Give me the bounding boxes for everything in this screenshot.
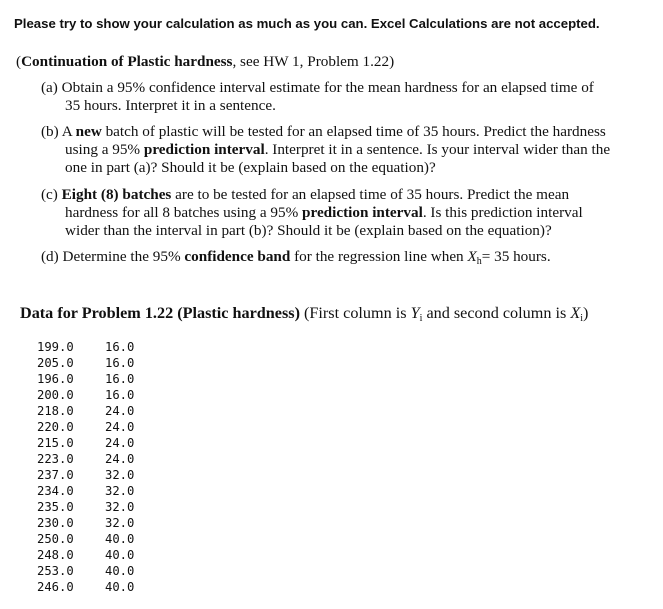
data-title-b: and second column is xyxy=(422,304,571,322)
data-cell-y: 205.0 xyxy=(37,356,74,370)
data-cell-y: 196.0 xyxy=(37,372,74,386)
data-cell-x: 24.0 xyxy=(105,452,135,466)
continuation-heading xyxy=(16,53,394,71)
part-c-line-3: wider than the interval in part (b)? Should it be (explain based on the equation)? xyxy=(65,222,552,239)
data-cell-x: 32.0 xyxy=(105,484,135,498)
data-cell-x: 40.0 xyxy=(105,580,135,594)
part-b-text-2a: using a 95% xyxy=(65,141,144,158)
data-cell-y: 223.0 xyxy=(37,452,74,466)
data-cell-y: 200.0 xyxy=(37,388,74,402)
data-cell-x: 40.0 xyxy=(105,548,135,562)
data-cell-y: 220.0 xyxy=(37,420,74,434)
data-row xyxy=(37,499,134,515)
data-cell-x: 32.0 xyxy=(105,468,135,482)
continuation-open: ( xyxy=(16,53,22,70)
part-d-text-c: = 35 hours. xyxy=(481,248,551,265)
part-b-text-1a: A xyxy=(61,123,76,140)
part-a-label: (a) xyxy=(41,79,58,96)
data-cell-x: 16.0 xyxy=(105,388,135,402)
data-cell-y: 246.0 xyxy=(37,580,74,594)
continuation-rest: , see HW 1, Problem 1.22) xyxy=(232,53,395,70)
data-row xyxy=(37,339,134,355)
part-d-var-x: X xyxy=(467,248,477,265)
part-b-line-3: one in part (a)? Should it be (explain based on the equation)? xyxy=(65,159,436,176)
part-c-text-2b: . Is this prediction interval xyxy=(422,204,583,221)
data-cell-x: 32.0 xyxy=(105,500,135,514)
data-title-y-sub: i xyxy=(419,313,423,324)
part-b-text-1b: batch of plastic will be tested for an elapsed time of 35 hours. Predict the hardness xyxy=(101,123,606,140)
data-cell-x: 40.0 xyxy=(105,564,135,578)
part-d-text-a: Determine the 95% xyxy=(62,248,185,265)
part-d-line-1 xyxy=(41,248,641,266)
data-cell-y: 253.0 xyxy=(37,564,74,578)
part-d xyxy=(41,248,641,266)
data-title-x-sub: i xyxy=(580,313,583,324)
data-row xyxy=(37,387,134,403)
part-c-prediction-interval: prediction interval xyxy=(302,204,423,221)
data-row xyxy=(37,531,134,547)
data-title xyxy=(20,304,588,323)
data-row xyxy=(37,563,134,579)
data-row xyxy=(37,515,134,531)
part-a-line-2: 35 hours. Interpret it in a sentence. xyxy=(65,97,276,114)
data-cell-y: 218.0 xyxy=(37,404,74,418)
data-cell-y: 234.0 xyxy=(37,484,74,498)
data-title-x: X xyxy=(570,304,581,322)
part-c xyxy=(41,186,641,240)
data-row xyxy=(37,435,134,451)
data-cell-y: 250.0 xyxy=(37,532,74,546)
part-c-label: (c) xyxy=(41,186,58,203)
data-row xyxy=(37,467,134,483)
part-b-prediction-interval: prediction interval xyxy=(143,141,265,158)
data-cell-y: 199.0 xyxy=(37,340,74,354)
part-c-line-1 xyxy=(41,186,641,204)
part-d-text-b: for the regression line when xyxy=(290,248,468,265)
part-b-new: new xyxy=(75,123,102,140)
data-cell-x: 24.0 xyxy=(105,420,135,434)
part-a-text-1: Obtain a 95% confidence interval estimate for the mean hardness for an elapsed time of xyxy=(61,79,594,96)
part-c-text-2a: hardness for all 8 batches using a 95% xyxy=(65,204,303,221)
part-c-text-1b: are to be tested for an elapsed time of 35 hours. Predict the mean xyxy=(171,186,570,203)
data-title-bold: Data for Problem 1.22 (Plastic hardness) xyxy=(20,304,300,322)
data-cell-y: 248.0 xyxy=(37,548,74,562)
data-table xyxy=(37,339,134,595)
data-row xyxy=(37,403,134,419)
data-cell-x: 16.0 xyxy=(105,372,135,386)
data-row xyxy=(37,355,134,371)
data-title-y: Y xyxy=(410,304,420,322)
data-cell-x: 24.0 xyxy=(105,404,135,418)
part-d-confidence-band: confidence band xyxy=(184,248,291,265)
data-row xyxy=(37,483,134,499)
part-c-eight-batches: Eight (8) batches xyxy=(61,186,172,203)
part-c-line-2 xyxy=(41,204,641,222)
part-b-label: (b) xyxy=(41,123,59,140)
data-cell-x: 32.0 xyxy=(105,516,135,530)
data-cell-y: 235.0 xyxy=(37,500,74,514)
data-row xyxy=(37,547,134,563)
part-b-line-1 xyxy=(41,123,641,141)
data-title-c: ) xyxy=(582,304,589,322)
data-cell-y: 215.0 xyxy=(37,436,74,450)
instruction-note: Please try to show your calculation as much as you can. Excel Calculations are not accepted. xyxy=(14,16,600,31)
part-b xyxy=(41,123,641,177)
data-cell-x: 40.0 xyxy=(105,532,135,546)
data-cell-x: 16.0 xyxy=(105,356,135,370)
part-b-text-2b: . Interpret it in a sentence. Is your interval wider than the xyxy=(264,141,611,158)
data-row xyxy=(37,371,134,387)
data-row xyxy=(37,579,134,595)
part-d-label: (d) xyxy=(41,248,59,265)
data-row xyxy=(37,419,134,435)
part-d-var-sub: h xyxy=(476,256,482,267)
part-a-line-1 xyxy=(41,79,641,97)
continuation-bold: Continuation of Plastic hardness xyxy=(21,53,233,70)
data-cell-y: 237.0 xyxy=(37,468,74,482)
data-cell-x: 16.0 xyxy=(105,340,135,354)
data-cell-x: 24.0 xyxy=(105,436,135,450)
data-row xyxy=(37,451,134,467)
part-b-line-2 xyxy=(41,141,641,159)
data-title-a: (First column is xyxy=(299,304,411,322)
data-cell-y: 230.0 xyxy=(37,516,74,530)
part-a xyxy=(41,79,641,115)
